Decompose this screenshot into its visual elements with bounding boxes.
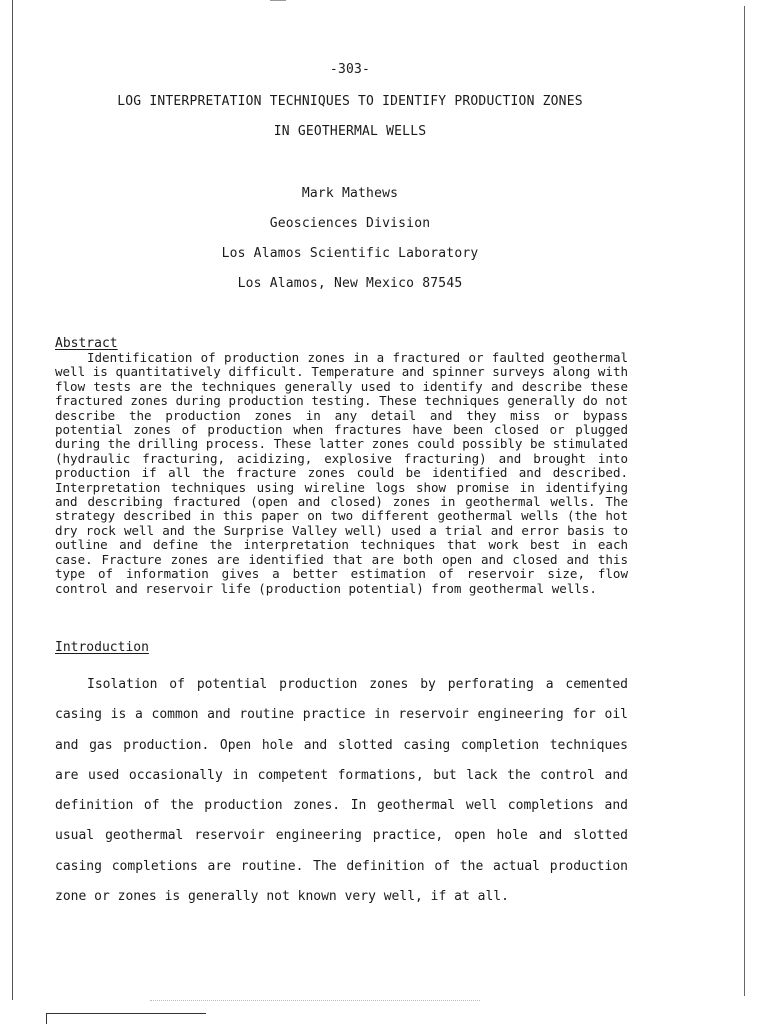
affiliation-laboratory: Los Alamos Scientific Laboratory [221,246,479,261]
scan-edge-bottom-tick [46,1013,47,1024]
abstract-heading: Abstract [55,336,118,351]
introduction-text: Isolation of potential production zones by perforating a cemented casing is a common and routine practice in reservoir engineering for oil and gas production. Open hole and slotted casing completion techniques are used occasionally in competent formations, but lack the control and definition of the production zones. In geothermal well completions and usual geothermal reservoir engineering practice, open hole and slotted casing completions are routine. The definition of the actual production zone or zones is generally not known very well, if at all. [55,677,628,905]
abstract-text: Identification of production zones in a fractured or faulted geothermal well is quantitatively difficult. Temperature and spinner surveys along with flow tests are the techniques generally used to identify and describe these fractured zones during production testing. These techniques generally do not describe the production zones in any detail and they miss or bypass potential zones of production when fractures have been closed or plugged during the drilling process. These latter zones could possibly be stimulated (hydraulic fracturing, acidizing, explosive fracturing) and brought into production if all the fracture zones could be identified and described. Interpretation techniques using wireline logs show promise in identifying and describing fractured (open and closed) zones in geothermal wells. The strategy described in this paper on two different geothermal wells (the hot dry rock well and the Surprise Valley well) used a trial and error basis to outline and define the interpretation techniques that work best in each case. Fracture zones are identified that are both open and closed and this type of information gives a better estimation of reservoir size, flow control and reservoir life (production potential) from geothermal wells. [55,350,628,596]
paper-title-line-1: LOG INTERPRETATION TECHNIQUES TO IDENTIFY PRODUCTION ZONES [117,94,583,109]
scan-artifact-top [270,0,286,1]
scan-edge-left [12,0,13,1000]
scan-artifact-faint-line [150,1000,480,1002]
scan-edge-right [744,6,745,996]
affiliation-location: Los Alamos, New Mexico 87545 [237,276,463,291]
paper-title-line-2: IN GEOTHERMAL WELLS [273,124,427,139]
author-name: Mark Mathews [301,186,399,201]
scan-edge-bottom [46,1013,206,1014]
page-number: -303- [329,62,371,77]
affiliation-division: Geosciences Division [269,216,431,231]
introduction-heading: Introduction [55,640,149,655]
